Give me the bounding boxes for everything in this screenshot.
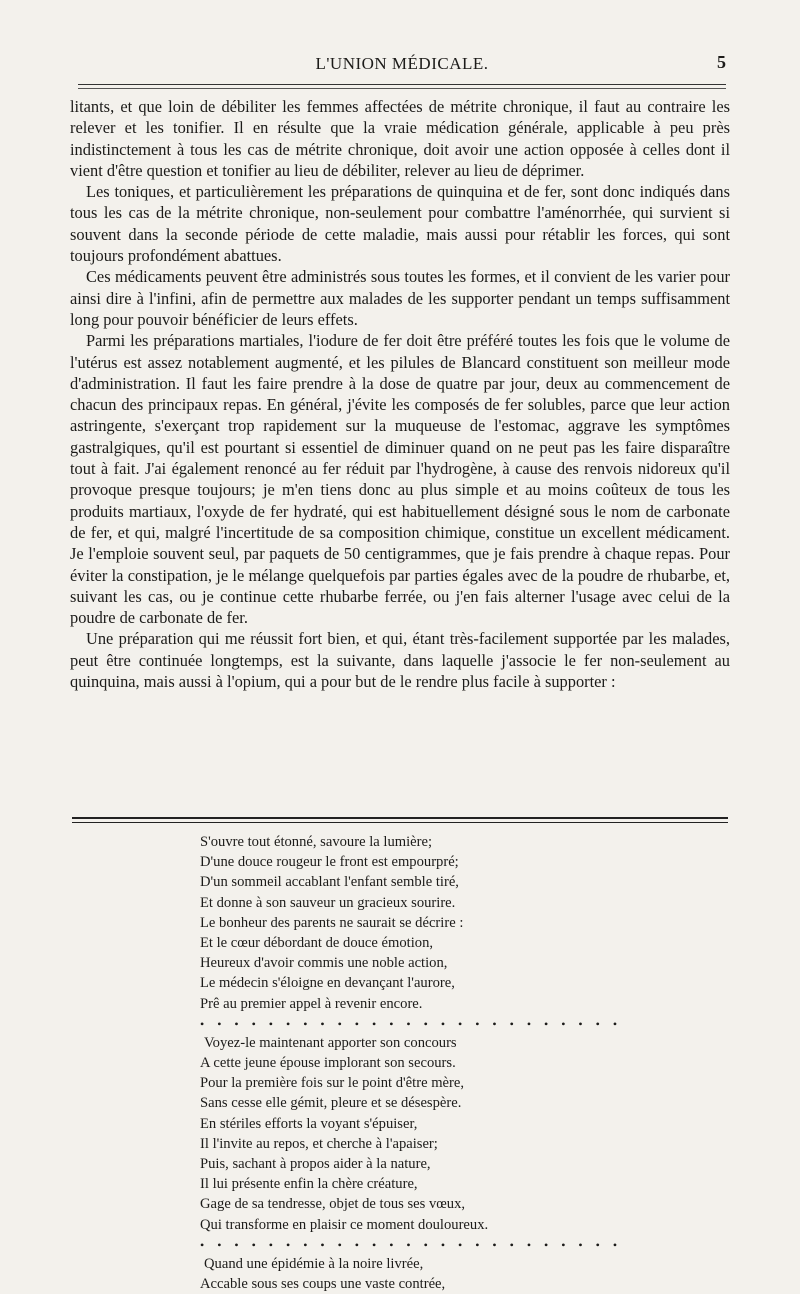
page-number: 5 <box>717 52 726 72</box>
poem-line: A cette jeune épouse implorant son secours. <box>200 1055 456 1072</box>
poem-line: Pour la première fois sur le point d'être mère, <box>200 1075 465 1092</box>
section-divider-thin <box>72 822 728 823</box>
section-divider <box>72 817 728 819</box>
poem-line: Heureux d'avoir commis une noble action, <box>200 955 448 972</box>
poem-line: Il l'invite au repos, et cherche à l'apaiser; <box>200 1135 438 1152</box>
poem-line: Le médecin s'éloigne en devançant l'aurore, <box>200 975 455 992</box>
running-title: L'UNION MÉDICALE. <box>315 54 489 73</box>
paragraph: Parmi les préparations martiales, l'iodure de fer doit être préféré toutes les fois que le volume de l'utérus est assez notablement augmenté, et les pilules de Blancard constituent son meilleur mode d'administration. Il faut les faire prendre à la dose de quatre par jour, deux au commencement de chacun des principaux repas. En général, j'évite les composés de fer solubles, parce que leur action astringente, s'exerçant trop rapidement sur la muqueuse de l'estomac, aggrave les symptômes gastralgiques, qu'il est pourtant si essentiel de diminuer quand on ne peut pas les faire disparaître tout à fait. J'ai également renoncé au fer réduit par l'hydrogène, à cause des renvois nidoreux qu'il provoque presque toujours; je m'en tiens donc au plus simple et au moins coûteux de tous les produits martiaux, l'oxyde de fer hydraté, qui est habituellement désigné sous le nom de carbonate de fer, et qui, malgré l'incertitude de sa composition chimique, constitue un excellent médicament. Je l'emploie souvent seul, par paquets de 50 centigrammes, que je fais prendre à chaque repas. Pour éviter la constipation, je le mélange quelquefois par parties égales avec de la poudre de rhubarbe, et, suivant les cas, ou je continue cette rhubarbe ferrée, ou j'en fais alterner l'usage avec celui de la poudre de carbonate de fer. <box>70 331 730 628</box>
poem-line: Quand une épidémie à la noire livrée, <box>204 1255 424 1272</box>
poem-line: Sans cesse elle gémit, pleure et se désespère. <box>200 1095 462 1112</box>
poem-line: En stériles efforts la voyant s'épuiser, <box>200 1115 418 1132</box>
paragraph: Ces médicaments peuvent être administrés sous toutes les formes, et il convient de les varier pour ainsi dire à l'infini, afin de permettre aux malades de les supporter pendant un temps suffisamment long pour pouvoir bénéficier de leurs effets. <box>70 267 730 329</box>
stanza-separator: • • • • • • • • • • • • • • • • • • • • • • • • • <box>200 1016 623 1031</box>
poem <box>200 832 640 1294</box>
poem-line: Puis, sachant à propos aider à la nature, <box>200 1156 431 1173</box>
poem-line: Voyez-le maintenant apporter son concours <box>204 1034 457 1051</box>
article-body <box>70 96 730 692</box>
poem-line: S'ouvre tout étonné, savoure la lumière; <box>200 834 433 850</box>
header-rule <box>78 84 726 85</box>
poem-line: D'une douce rougeur le front est empourpré; <box>200 854 459 871</box>
paragraph: Les toniques, et particulièrement les préparations de quinquina et de fer, sont donc indiqués dans tous les cas de la métrite chronique, non-seulement pour combattre l'aménorrhée, qui survient si souvent dans la seconde période de cette maladie, mais aussi pour rétablir les forces, qui sont toujours profondément abattues. <box>70 182 730 266</box>
page-header <box>78 52 726 80</box>
poem-line: Gage de sa tendresse, objet de tous ses vœux, <box>200 1196 466 1213</box>
poem-line: Prê au premier appel à revenir encore. <box>200 995 423 1012</box>
poem-line: Il lui présente enfin la chère créature, <box>200 1176 418 1193</box>
stanza-separator: • • • • • • • • • • • • • • • • • • • • • • • • • <box>200 1237 623 1252</box>
poem-line: D'un sommeil accablant l'enfant semble tiré, <box>200 874 459 891</box>
poem-line: Qui transforme en plaisir ce moment douloureux. <box>200 1216 489 1233</box>
header-rule-thin <box>78 88 726 89</box>
paragraph: Une préparation qui me réussit fort bien, et qui, étant très-facilement supportée par les malades, peut être continuée longtemps, est la suivante, dans laquelle j'associe le fer non-seulement au quinquina, mais aussi à l'opium, qui a pour but de le rendre plus facile à supporter : <box>70 629 730 692</box>
poem-line: Et donne à son sauveur un gracieux sourire. <box>200 894 456 911</box>
poem-line: Le bonheur des parents ne saurait se décrire : <box>200 914 464 931</box>
paragraph: litants, et que loin de débiliter les femmes affectées de métrite chronique, il faut au contraire les relever et les tonifier. Il en résulte que la vraie médication générale, applicable à peu près indistinctement à tous les cas de métrite chronique, doit avoir une action opposée à celles dont il vient d'être question et tonifier au lieu de débiliter, relever au lieu de déprimer. <box>70 97 730 180</box>
poem-line: Accable sous ses coups une vaste contrée, <box>200 1276 446 1293</box>
poem-line: Et le cœur débordant de douce émotion, <box>200 935 434 952</box>
